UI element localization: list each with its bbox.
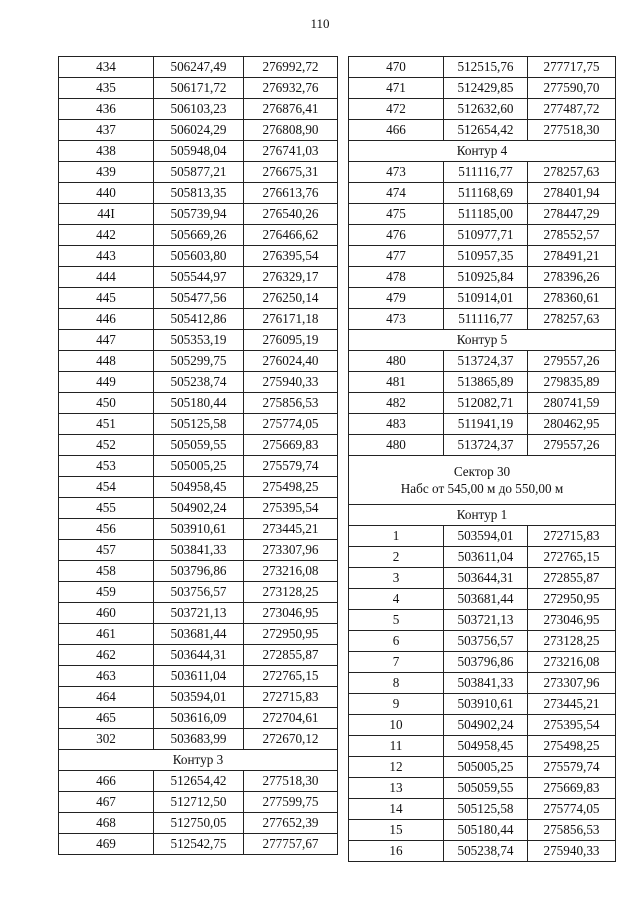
y-coordinate-cell: 278491,21 xyxy=(528,246,616,267)
point-number-cell: 460 xyxy=(59,603,154,624)
point-number-cell: 466 xyxy=(59,771,154,792)
table-row xyxy=(349,694,616,715)
x-coordinate-cell: 504902,24 xyxy=(154,498,244,519)
table-row xyxy=(349,414,616,435)
x-coordinate-cell: 505739,94 xyxy=(154,204,244,225)
x-coordinate-cell: 505948,04 xyxy=(154,141,244,162)
table-row xyxy=(349,78,616,99)
point-number-cell: 469 xyxy=(59,834,154,855)
y-coordinate-cell: 273128,25 xyxy=(528,631,616,652)
y-coordinate-cell: 275669,83 xyxy=(244,435,338,456)
point-number-cell: 473 xyxy=(349,309,444,330)
table-row xyxy=(59,687,338,708)
point-number-cell: 449 xyxy=(59,372,154,393)
y-coordinate-cell: 273216,08 xyxy=(528,652,616,673)
x-coordinate-cell: 512632,60 xyxy=(444,99,528,120)
y-coordinate-cell: 273046,95 xyxy=(244,603,338,624)
point-number-cell: 458 xyxy=(59,561,154,582)
x-coordinate-cell: 503681,44 xyxy=(154,624,244,645)
y-coordinate-cell: 279557,26 xyxy=(528,435,616,456)
x-coordinate-cell: 503594,01 xyxy=(154,687,244,708)
y-coordinate-cell: 275498,25 xyxy=(244,477,338,498)
table-row xyxy=(59,645,338,666)
y-coordinate-cell: 272765,15 xyxy=(244,666,338,687)
table-row xyxy=(349,778,616,799)
point-number-cell: 479 xyxy=(349,288,444,309)
x-coordinate-cell: 506103,23 xyxy=(154,99,244,120)
y-coordinate-cell: 279557,26 xyxy=(528,351,616,372)
table-row xyxy=(349,435,616,456)
table-row xyxy=(349,57,616,78)
table-row xyxy=(59,225,338,246)
table-row xyxy=(59,582,338,603)
point-number-cell: 453 xyxy=(59,456,154,477)
table-row xyxy=(349,799,616,820)
x-coordinate-cell: 504958,45 xyxy=(154,477,244,498)
point-number-cell: 478 xyxy=(349,267,444,288)
x-coordinate-cell: 505059,55 xyxy=(444,778,528,799)
y-coordinate-cell: 276876,41 xyxy=(244,99,338,120)
table-row xyxy=(59,57,338,78)
point-number-cell: 439 xyxy=(59,162,154,183)
x-coordinate-cell: 503616,09 xyxy=(154,708,244,729)
y-coordinate-cell: 276992,72 xyxy=(244,57,338,78)
x-coordinate-cell: 504902,24 xyxy=(444,715,528,736)
x-coordinate-cell: 512654,42 xyxy=(444,120,528,141)
table-row xyxy=(349,246,616,267)
y-coordinate-cell: 277590,70 xyxy=(528,78,616,99)
table-row xyxy=(59,330,338,351)
y-coordinate-cell: 277717,75 xyxy=(528,57,616,78)
y-coordinate-cell: 275579,74 xyxy=(528,757,616,778)
y-coordinate-cell: 276395,54 xyxy=(244,246,338,267)
point-number-cell: 465 xyxy=(59,708,154,729)
x-coordinate-cell: 503796,86 xyxy=(444,652,528,673)
y-coordinate-cell: 276466,62 xyxy=(244,225,338,246)
contour-header: Контур 3 xyxy=(59,750,338,771)
x-coordinate-cell: 510914,01 xyxy=(444,288,528,309)
point-number-cell: 16 xyxy=(349,841,444,862)
x-coordinate-cell: 511116,77 xyxy=(444,162,528,183)
point-number-cell: 454 xyxy=(59,477,154,498)
contour-header: Контур 5 xyxy=(349,330,616,351)
table-row xyxy=(59,729,338,750)
x-coordinate-cell: 505125,58 xyxy=(154,414,244,435)
x-coordinate-cell: 505877,21 xyxy=(154,162,244,183)
table-row xyxy=(349,393,616,414)
x-coordinate-cell: 513724,37 xyxy=(444,435,528,456)
x-coordinate-cell: 503756,57 xyxy=(444,631,528,652)
y-coordinate-cell: 276171,18 xyxy=(244,309,338,330)
table-row xyxy=(59,78,338,99)
y-coordinate-cell: 276675,31 xyxy=(244,162,338,183)
x-coordinate-cell: 505477,56 xyxy=(154,288,244,309)
x-coordinate-cell: 505059,55 xyxy=(154,435,244,456)
table-row xyxy=(349,204,616,225)
y-coordinate-cell: 280741,59 xyxy=(528,393,616,414)
y-coordinate-cell: 272765,15 xyxy=(528,547,616,568)
table-row xyxy=(59,204,338,225)
x-coordinate-cell: 512082,71 xyxy=(444,393,528,414)
x-coordinate-cell: 505603,80 xyxy=(154,246,244,267)
y-coordinate-cell: 276250,14 xyxy=(244,288,338,309)
point-number-cell: 477 xyxy=(349,246,444,267)
table-row xyxy=(349,225,616,246)
table-row xyxy=(59,267,338,288)
table-row xyxy=(59,435,338,456)
table-row xyxy=(349,99,616,120)
y-coordinate-cell: 272715,83 xyxy=(528,526,616,547)
x-coordinate-cell: 512429,85 xyxy=(444,78,528,99)
point-number-cell: 480 xyxy=(349,435,444,456)
y-coordinate-cell: 278396,26 xyxy=(528,267,616,288)
y-coordinate-cell: 276613,76 xyxy=(244,183,338,204)
y-coordinate-cell: 278552,57 xyxy=(528,225,616,246)
table-row xyxy=(349,162,616,183)
table-row xyxy=(349,673,616,694)
table-row xyxy=(59,666,338,687)
y-coordinate-cell: 276808,90 xyxy=(244,120,338,141)
point-number-cell: 459 xyxy=(59,582,154,603)
x-coordinate-cell: 505669,26 xyxy=(154,225,244,246)
x-coordinate-cell: 505412,86 xyxy=(154,309,244,330)
table-row xyxy=(59,309,338,330)
y-coordinate-cell: 275498,25 xyxy=(528,736,616,757)
table-row xyxy=(349,841,616,862)
x-coordinate-cell: 503611,04 xyxy=(154,666,244,687)
point-number-cell: 481 xyxy=(349,372,444,393)
point-number-cell: 467 xyxy=(59,792,154,813)
point-number-cell: 470 xyxy=(349,57,444,78)
table-row xyxy=(59,813,338,834)
point-number-cell: 12 xyxy=(349,757,444,778)
y-coordinate-cell: 276540,26 xyxy=(244,204,338,225)
x-coordinate-cell: 503910,61 xyxy=(154,519,244,540)
point-number-cell: 434 xyxy=(59,57,154,78)
x-coordinate-cell: 503721,13 xyxy=(154,603,244,624)
point-number-cell: 456 xyxy=(59,519,154,540)
table-row xyxy=(59,393,338,414)
x-coordinate-cell: 512542,75 xyxy=(154,834,244,855)
y-coordinate-cell: 275940,33 xyxy=(244,372,338,393)
y-coordinate-cell: 275774,05 xyxy=(528,799,616,820)
y-coordinate-cell: 277487,72 xyxy=(528,99,616,120)
x-coordinate-cell: 511185,00 xyxy=(444,204,528,225)
table-row xyxy=(349,820,616,841)
point-number-cell: 451 xyxy=(59,414,154,435)
point-number-cell: 463 xyxy=(59,666,154,687)
table-row xyxy=(59,414,338,435)
point-number-cell: 6 xyxy=(349,631,444,652)
point-number-cell: 452 xyxy=(59,435,154,456)
y-coordinate-cell: 276329,17 xyxy=(244,267,338,288)
table-row xyxy=(59,624,338,645)
point-number-cell: 473 xyxy=(349,162,444,183)
point-number-cell: 446 xyxy=(59,309,154,330)
x-coordinate-cell: 505180,44 xyxy=(444,820,528,841)
point-number-cell: 482 xyxy=(349,393,444,414)
contour-header: Контур 1 xyxy=(349,505,616,526)
point-number-cell: 476 xyxy=(349,225,444,246)
point-number-cell: 448 xyxy=(59,351,154,372)
table-row xyxy=(59,183,338,204)
y-coordinate-cell: 277599,75 xyxy=(244,792,338,813)
y-coordinate-cell: 278257,63 xyxy=(528,162,616,183)
x-coordinate-cell: 510957,35 xyxy=(444,246,528,267)
point-number-cell: 3 xyxy=(349,568,444,589)
table-row xyxy=(59,540,338,561)
x-coordinate-cell: 505005,25 xyxy=(444,757,528,778)
sector-header-line: Сектор 30 xyxy=(453,464,511,479)
point-number-cell: 462 xyxy=(59,645,154,666)
y-coordinate-cell: 275395,54 xyxy=(244,498,338,519)
y-coordinate-cell: 275395,54 xyxy=(528,715,616,736)
x-coordinate-cell: 505238,74 xyxy=(154,372,244,393)
x-coordinate-cell: 503910,61 xyxy=(444,694,528,715)
point-number-cell: 9 xyxy=(349,694,444,715)
x-coordinate-cell: 503683,99 xyxy=(154,729,244,750)
point-number-cell: 480 xyxy=(349,351,444,372)
y-coordinate-cell: 275856,53 xyxy=(528,820,616,841)
point-number-cell: 1 xyxy=(349,526,444,547)
table-row xyxy=(349,267,616,288)
point-number-cell: 10 xyxy=(349,715,444,736)
y-coordinate-cell: 278401,94 xyxy=(528,183,616,204)
table-row xyxy=(59,708,338,729)
point-number-cell: 7 xyxy=(349,652,444,673)
point-number-cell: 2 xyxy=(349,547,444,568)
x-coordinate-cell: 503756,57 xyxy=(154,582,244,603)
contour-header-row xyxy=(349,330,616,351)
table-row xyxy=(59,456,338,477)
sector-header-line: Набс от 545,00 м до 550,00 м xyxy=(400,481,564,496)
point-number-cell: 483 xyxy=(349,414,444,435)
contour-header: Контур 4 xyxy=(349,141,616,162)
point-number-cell: 4 xyxy=(349,589,444,610)
x-coordinate-cell: 505125,58 xyxy=(444,799,528,820)
y-coordinate-cell: 272855,87 xyxy=(528,568,616,589)
point-number-cell: 11 xyxy=(349,736,444,757)
point-number-cell: 442 xyxy=(59,225,154,246)
point-number-cell: 436 xyxy=(59,99,154,120)
coordinates-table-right xyxy=(348,56,616,862)
y-coordinate-cell: 273307,96 xyxy=(244,540,338,561)
point-number-cell: 444 xyxy=(59,267,154,288)
table-row xyxy=(349,757,616,778)
point-number-cell: 435 xyxy=(59,78,154,99)
point-number-cell: 450 xyxy=(59,393,154,414)
y-coordinate-cell: 277652,39 xyxy=(244,813,338,834)
y-coordinate-cell: 272670,12 xyxy=(244,729,338,750)
x-coordinate-cell: 505299,75 xyxy=(154,351,244,372)
table-row xyxy=(349,288,616,309)
table-row xyxy=(59,519,338,540)
table-row xyxy=(349,526,616,547)
point-number-cell: 13 xyxy=(349,778,444,799)
table-row xyxy=(349,589,616,610)
y-coordinate-cell: 278447,29 xyxy=(528,204,616,225)
x-coordinate-cell: 512654,42 xyxy=(154,771,244,792)
point-number-cell: 302 xyxy=(59,729,154,750)
point-number-cell: 447 xyxy=(59,330,154,351)
x-coordinate-cell: 506247,49 xyxy=(154,57,244,78)
table-row xyxy=(349,372,616,393)
table-row xyxy=(59,99,338,120)
x-coordinate-cell: 505353,19 xyxy=(154,330,244,351)
table-row xyxy=(349,547,616,568)
x-coordinate-cell: 503721,13 xyxy=(444,610,528,631)
point-number-cell: 471 xyxy=(349,78,444,99)
table-row xyxy=(349,610,616,631)
x-coordinate-cell: 513865,89 xyxy=(444,372,528,393)
x-coordinate-cell: 503594,01 xyxy=(444,526,528,547)
x-coordinate-cell: 505180,44 xyxy=(154,393,244,414)
table-row xyxy=(59,288,338,309)
point-number-cell: 14 xyxy=(349,799,444,820)
table-row xyxy=(59,351,338,372)
table-row xyxy=(59,477,338,498)
point-number-cell: 437 xyxy=(59,120,154,141)
x-coordinate-cell: 512750,05 xyxy=(154,813,244,834)
x-coordinate-cell: 503644,31 xyxy=(444,568,528,589)
table-row xyxy=(59,834,338,855)
x-coordinate-cell: 503796,86 xyxy=(154,561,244,582)
contour-header-row xyxy=(59,750,338,771)
point-number-cell: 440 xyxy=(59,183,154,204)
x-coordinate-cell: 511941,19 xyxy=(444,414,528,435)
y-coordinate-cell: 276095,19 xyxy=(244,330,338,351)
table-row xyxy=(59,141,338,162)
point-number-cell: 5 xyxy=(349,610,444,631)
x-coordinate-cell: 505544,97 xyxy=(154,267,244,288)
x-coordinate-cell: 504958,45 xyxy=(444,736,528,757)
x-coordinate-cell: 510925,84 xyxy=(444,267,528,288)
y-coordinate-cell: 275774,05 xyxy=(244,414,338,435)
y-coordinate-cell: 273307,96 xyxy=(528,673,616,694)
contour-header-row xyxy=(349,505,616,526)
point-number-cell: 443 xyxy=(59,246,154,267)
table-row xyxy=(59,372,338,393)
y-coordinate-cell: 272950,95 xyxy=(528,589,616,610)
table-row xyxy=(349,652,616,673)
y-coordinate-cell: 273445,21 xyxy=(528,694,616,715)
y-coordinate-cell: 278360,61 xyxy=(528,288,616,309)
x-coordinate-cell: 513724,37 xyxy=(444,351,528,372)
x-coordinate-cell: 506024,29 xyxy=(154,120,244,141)
y-coordinate-cell: 273445,21 xyxy=(244,519,338,540)
table-row xyxy=(59,162,338,183)
y-coordinate-cell: 272715,83 xyxy=(244,687,338,708)
sector-header xyxy=(349,456,616,505)
point-number-cell: 468 xyxy=(59,813,154,834)
y-coordinate-cell: 275856,53 xyxy=(244,393,338,414)
y-coordinate-cell: 275579,74 xyxy=(244,456,338,477)
point-number-cell: 438 xyxy=(59,141,154,162)
table-row xyxy=(349,120,616,141)
y-coordinate-cell: 275669,83 xyxy=(528,778,616,799)
x-coordinate-cell: 512515,76 xyxy=(444,57,528,78)
contour-header-row xyxy=(349,141,616,162)
x-coordinate-cell: 511116,77 xyxy=(444,309,528,330)
table-row xyxy=(59,120,338,141)
coordinates-table-left xyxy=(58,56,338,855)
point-number-cell: 455 xyxy=(59,498,154,519)
y-coordinate-cell: 276932,76 xyxy=(244,78,338,99)
y-coordinate-cell: 279835,89 xyxy=(528,372,616,393)
x-coordinate-cell: 511168,69 xyxy=(444,183,528,204)
y-coordinate-cell: 280462,95 xyxy=(528,414,616,435)
x-coordinate-cell: 503681,44 xyxy=(444,589,528,610)
x-coordinate-cell: 512712,50 xyxy=(154,792,244,813)
table-row xyxy=(349,183,616,204)
x-coordinate-cell: 505238,74 xyxy=(444,841,528,862)
y-coordinate-cell: 273046,95 xyxy=(528,610,616,631)
sector-header-row xyxy=(349,456,616,505)
y-coordinate-cell: 276024,40 xyxy=(244,351,338,372)
point-number-cell: 445 xyxy=(59,288,154,309)
point-number-cell: 44I xyxy=(59,204,154,225)
y-coordinate-cell: 277518,30 xyxy=(528,120,616,141)
x-coordinate-cell: 503611,04 xyxy=(444,547,528,568)
table-row xyxy=(349,631,616,652)
x-coordinate-cell: 506171,72 xyxy=(154,78,244,99)
y-coordinate-cell: 272950,95 xyxy=(244,624,338,645)
point-number-cell: 466 xyxy=(349,120,444,141)
x-coordinate-cell: 503841,33 xyxy=(444,673,528,694)
table-row xyxy=(59,603,338,624)
y-coordinate-cell: 275940,33 xyxy=(528,841,616,862)
point-number-cell: 15 xyxy=(349,820,444,841)
point-number-cell: 8 xyxy=(349,673,444,694)
x-coordinate-cell: 503644,31 xyxy=(154,645,244,666)
table-row xyxy=(349,351,616,372)
table-row xyxy=(349,736,616,757)
point-number-cell: 472 xyxy=(349,99,444,120)
table-row xyxy=(59,561,338,582)
table-row xyxy=(349,568,616,589)
table-row xyxy=(59,771,338,792)
x-coordinate-cell: 505813,35 xyxy=(154,183,244,204)
point-number-cell: 475 xyxy=(349,204,444,225)
y-coordinate-cell: 276741,03 xyxy=(244,141,338,162)
table-row xyxy=(349,309,616,330)
page-number: 110 xyxy=(310,16,330,31)
y-coordinate-cell: 272704,61 xyxy=(244,708,338,729)
table-row xyxy=(349,715,616,736)
x-coordinate-cell: 503841,33 xyxy=(154,540,244,561)
point-number-cell: 461 xyxy=(59,624,154,645)
point-number-cell: 457 xyxy=(59,540,154,561)
y-coordinate-cell: 277518,30 xyxy=(244,771,338,792)
table-row xyxy=(59,792,338,813)
table-row xyxy=(59,246,338,267)
point-number-cell: 474 xyxy=(349,183,444,204)
y-coordinate-cell: 272855,87 xyxy=(244,645,338,666)
x-coordinate-cell: 505005,25 xyxy=(154,456,244,477)
y-coordinate-cell: 277757,67 xyxy=(244,834,338,855)
y-coordinate-cell: 273128,25 xyxy=(244,582,338,603)
x-coordinate-cell: 510977,71 xyxy=(444,225,528,246)
y-coordinate-cell: 278257,63 xyxy=(528,309,616,330)
point-number-cell: 464 xyxy=(59,687,154,708)
y-coordinate-cell: 273216,08 xyxy=(244,561,338,582)
table-row xyxy=(59,498,338,519)
